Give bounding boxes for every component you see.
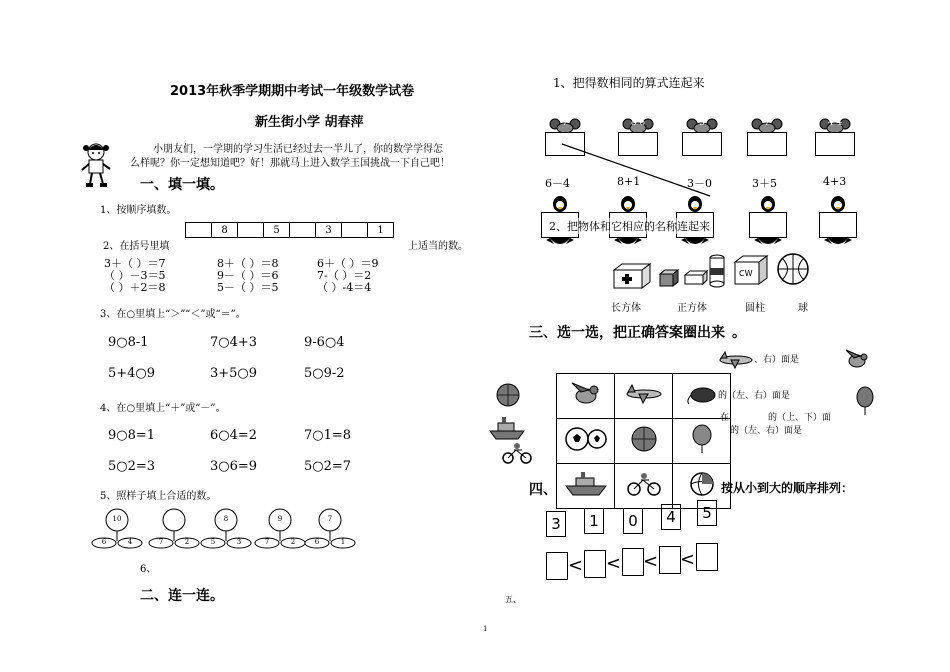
question-6-label: 6、 (140, 564, 157, 575)
flower-right-number: 3 (236, 538, 242, 546)
grid-cell-airplane[interactable] (615, 374, 673, 419)
shape-label-cube: 正方体 (677, 303, 707, 314)
answer-box[interactable] (749, 212, 787, 238)
number-flower (91, 507, 143, 551)
bottom-expression: 3－0 (687, 177, 712, 190)
operator-expression: 3○6=9 (210, 459, 258, 474)
operator-expression: 7○1=8 (304, 428, 352, 443)
flower-left-number: 6 (314, 538, 320, 546)
position-line-1: 、右）面是 (754, 355, 800, 365)
digit-card: 0 (623, 508, 643, 534)
volleyball-icon (689, 471, 715, 497)
digit-card: 5 (697, 500, 717, 526)
grid-cell-soccer-balls[interactable] (557, 419, 615, 464)
ship-icon (564, 470, 608, 498)
mouse-card (815, 116, 855, 156)
number-flower (148, 507, 200, 551)
basketball-icon (776, 252, 810, 286)
bird-icon (844, 348, 870, 372)
compare-expression: 9○8-1 (108, 335, 149, 350)
basketball-icon (629, 424, 659, 454)
penguin-card (748, 194, 788, 246)
penguin-card (818, 194, 858, 246)
answer-box[interactable] (747, 132, 787, 156)
connecting-line (560, 140, 720, 200)
flower-left-number: 7 (158, 538, 164, 546)
sequence-table (185, 222, 394, 238)
mouse-toy-icon (685, 383, 719, 405)
intro-line-2: 么样呢？你一定想知道吧？好！那就马上进入数学王国挑战一下自己吧！ (130, 158, 450, 169)
link-question-2: 2、把物体和它相应的名称连起来 (549, 220, 710, 233)
position-line-4: 的（左、右）面是 (730, 426, 803, 436)
question-1-label: 1、按顺序填数。 (100, 205, 177, 216)
position-line-3b: 的（上、下）面 (768, 413, 832, 423)
bottom-expression: 8+1 (617, 175, 641, 188)
sequence-cell[interactable] (186, 223, 212, 238)
flower-right-number: 4 (127, 538, 133, 546)
svg-text:CW: CW (739, 269, 753, 278)
balloon-icon (691, 424, 713, 454)
section-1-heading: 一、填一填。 (140, 177, 224, 193)
digit-card: 3 (546, 511, 566, 537)
shape-label-sphere: 球 (798, 303, 808, 314)
mouse-card-number: 8 6 (630, 118, 646, 128)
bird-icon (569, 380, 603, 408)
operator-expression: 5○2=7 (304, 459, 352, 474)
answer-box[interactable] (696, 543, 718, 571)
cylinder-cans-icon (707, 254, 727, 288)
sequence-cell: 3 (316, 223, 342, 238)
grid-cell-motorcycle[interactable] (615, 464, 673, 509)
fill-equation: 5－（ ）＝5 (217, 281, 279, 294)
operator-expression: 6○4=2 (210, 428, 258, 443)
position-line-3a: 在 (720, 413, 730, 423)
bottom-expression: 4+3 (823, 175, 847, 188)
sequence-cell: 5 (264, 223, 290, 238)
fill-equation: 8＋（ ）＝8 (217, 257, 279, 270)
fill-equation: 6＋（ ）＝9 (317, 257, 379, 270)
soccer-ball-icon (563, 425, 609, 453)
flower-top-number: 8 (223, 515, 229, 523)
sequence-cell[interactable] (238, 223, 264, 238)
flower-top-number: 9 (277, 515, 283, 523)
fill-equation: 3＋（ ）＝7 (104, 257, 166, 270)
less-than-symbol: < (680, 549, 696, 570)
bottom-expression: 3＋5 (752, 177, 777, 190)
number-flower (304, 507, 356, 551)
flower-left-number: 7 (264, 538, 270, 546)
answer-box[interactable] (819, 212, 857, 238)
sequence-cell[interactable] (342, 223, 368, 238)
operator-expression: 5○2=3 (108, 459, 156, 474)
question-5-label: 5、照样子填上合适的数。 (100, 491, 217, 502)
bottom-expression: 6－4 (545, 177, 570, 190)
sequence-cell[interactable] (290, 223, 316, 238)
section-4-instruction: 按从小到大的顺序排列： (721, 481, 854, 495)
exam-title: 2013年秋季学期期中考试一年级数学试卷 (170, 84, 415, 99)
section-3-heading-tail: 。 (732, 325, 746, 341)
question-2-suffix: 上适当的数。 (408, 241, 468, 252)
airplane-icon (717, 350, 755, 370)
flower-left-number: 6 (101, 538, 107, 546)
motorcycle-icon (500, 441, 534, 465)
fill-equation: 7-（ ）＝2 (317, 269, 372, 282)
picture-grid (556, 373, 731, 509)
shape-label-cylinder: 圆柱 (745, 303, 765, 314)
mouse-card-number: 4 4 (827, 118, 843, 128)
compare-expression: 7○4+3 (210, 335, 258, 350)
sequence-cell: 8 (212, 223, 238, 238)
mouse-card (747, 116, 787, 156)
grid-cell-ship[interactable] (557, 464, 615, 509)
fill-equation: （ ）－3＝5 (104, 269, 166, 282)
answer-box[interactable] (622, 548, 644, 576)
school-author: 新生街小学 胡春萍 (255, 115, 364, 130)
section-3-heading: 三、选一选，把正确答案圈出来 (529, 325, 725, 341)
answer-box[interactable] (659, 546, 681, 574)
less-than-symbol: < (643, 551, 659, 572)
less-than-symbol: < (568, 555, 584, 576)
fill-equation: 9－（ ）＝6 (217, 269, 279, 282)
intro-line-1: 小朋友们，一学期的学习生活已经过去一半儿了，你的数学学得怎 (153, 144, 443, 155)
page-number: 1 (483, 625, 488, 633)
balloon-icon (855, 386, 875, 416)
section-4-heading: 四、 (529, 482, 557, 498)
number-flower (254, 507, 306, 551)
compare-expression: 9-6○4 (304, 335, 345, 350)
gift-box-icon (733, 254, 769, 286)
mouse-card-number: 7 (562, 118, 568, 128)
basketball-side-icon (495, 382, 521, 408)
grid-cell-mouse[interactable] (673, 374, 731, 419)
sequence-cell: 1 (368, 223, 394, 238)
child-girl-illustration (80, 142, 112, 188)
airplane-icon (624, 382, 664, 406)
fill-equation: （ ）-4＝4 (317, 281, 372, 294)
question-3-label: 3、在○里填上“＞”“＜”或“＝”。 (100, 309, 246, 320)
flower-top-number: 10 (112, 515, 122, 523)
digit-card: 1 (584, 508, 604, 534)
grid-cell-balloon[interactable] (673, 419, 731, 464)
flower-right-number: 2 (290, 538, 296, 546)
flower-right-number: 2 (184, 538, 190, 546)
mouse-card-number: 7 (764, 118, 770, 128)
answer-box[interactable] (546, 552, 568, 580)
operator-expression: 9○8=1 (108, 428, 156, 443)
mouse-card-number: 5 (699, 118, 705, 128)
ship-side-icon (488, 415, 526, 441)
question-4-label: 4、在○里填上“＋”或“－”。 (100, 403, 226, 414)
grid-cell-bird[interactable] (557, 374, 615, 419)
answer-box[interactable] (815, 132, 855, 156)
link-question-1: 1、把得数相同的算式连起来 (553, 76, 705, 90)
grid-cell-basketball[interactable] (615, 419, 673, 464)
flower-top-number: 7 (327, 515, 333, 523)
flower-right-number: 1 (340, 538, 346, 546)
medical-box-icon (612, 262, 652, 290)
digit-card: 4 (661, 504, 681, 530)
eraser-box-icon (683, 270, 709, 286)
compare-expression: 3+5○9 (210, 366, 258, 381)
flower-left-number: 5 (210, 538, 216, 546)
fill-equation: （ ）＋2＝8 (104, 281, 166, 294)
answer-box[interactable] (584, 550, 606, 578)
less-than-symbol: < (606, 553, 622, 574)
question-2-prefix: 2、在括号里填 (103, 241, 170, 252)
cube-icon (658, 268, 680, 288)
number-flower (200, 507, 252, 551)
section-2-heading: 二、连一连。 (140, 588, 224, 604)
section-5-label: 五、 (505, 595, 521, 604)
compare-expression: 5○9-2 (304, 366, 345, 381)
motorcycle-icon (626, 471, 662, 497)
shape-label-cuboid: 长方体 (611, 303, 641, 314)
compare-expression: 5+4○9 (108, 366, 156, 381)
position-line-2: 的（左、右）面是 (718, 391, 791, 401)
